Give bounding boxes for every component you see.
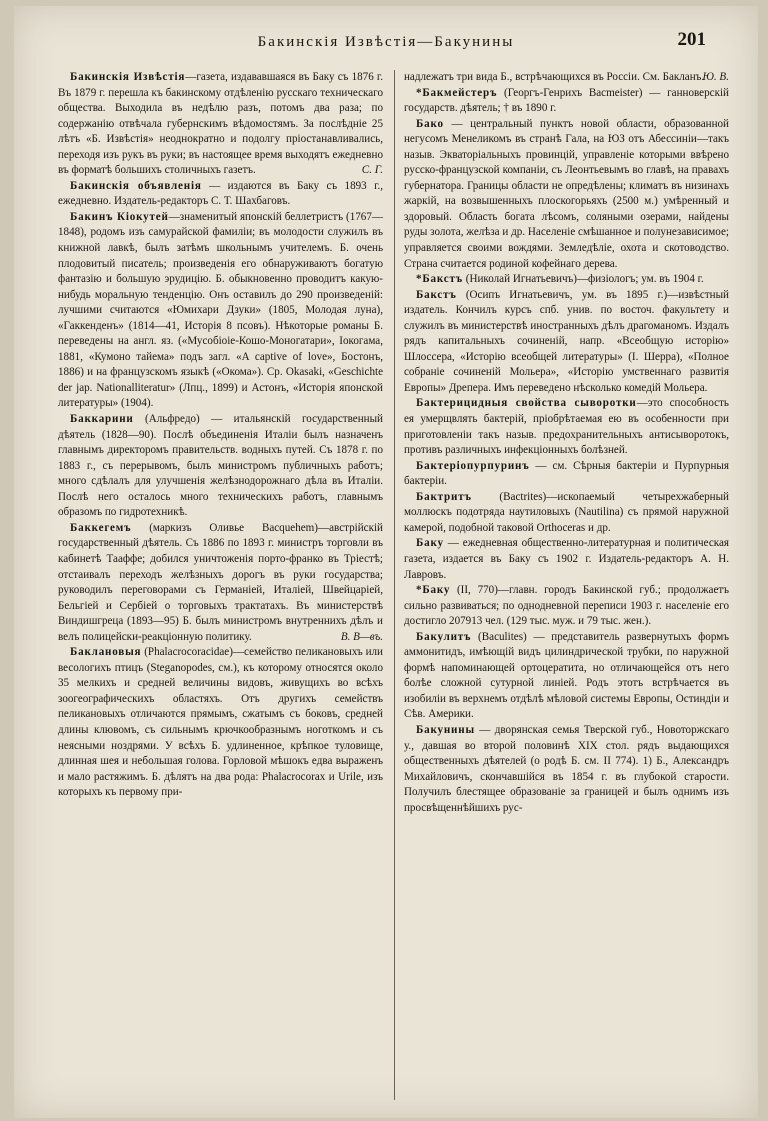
entry-text: (Baculites) — представитель развернутыхъ формъ аммонитидъ, имѣющій видъ цилиндрической трубки, по наружной формѣ напоминающей ортоцератита, но отличающейся отъ него болѣе сложной сутурной линіей. Родъ этотъ встрѣчается въ изобиліи въ верхнемъ отдѣлѣ мѣловой системы Европы, Остиндіи и Сѣв. Америки. <box>404 630 729 721</box>
entry-text: (Георгъ-Генрихъ Bacmeister) — ганноверскій государств. дѣятель; † въ 1890 г. <box>404 86 729 115</box>
running-head: Бакинскія Извѣстія—Бакунины <box>257 34 515 50</box>
author-signature: В. В—въ. <box>340 630 383 643</box>
entry-continuation <box>404 70 729 86</box>
entry-text: (Bactrites)—ископаемый четырехжаберный моллюскъ подотряда наутиловыхъ (Nautilina) съ прямой наружной камерой, подобной таковой Orthoceras и др. <box>404 490 729 534</box>
entry-text: надлежатъ три вида Б., встрѣчающихся въ Россіи. См. Бакланъ. <box>404 71 705 83</box>
entry-text: — центральный пунктъ новой области, образованной негусомъ Менеликомъ въ странѣ Гала, на ЮЗ отъ Абессиніи—такъ назыв. Экваторіальныхъ провинцій, управленіе которыми ввѣрено русско-французской компаніи, съ Леонтьевымъ во главѣ, на правахъ губернатора. Границы области не опредѣлены; климатъ въ низинахъ жаркій, на возвышенныхъ плоскогорьяхъ (2500 м.) умѣренный и здоровый. Область богата лѣсомъ, соляными озерами, найдены руды золота, желѣза и др. Населеніе смѣшанное и полунезависимое; управляется своими вождями. Земледѣліе, охота и скотоводство. Страна считается родиной кофейнаго дерева. <box>404 117 729 270</box>
entry-bakinskiya-izvestiya <box>58 70 383 179</box>
entry-baculites <box>404 630 729 723</box>
author-signature: Ю. В. <box>702 71 729 83</box>
headword: Баклановыя <box>70 646 142 659</box>
right-column <box>404 70 729 816</box>
headword: *Бакмейстеръ <box>416 86 498 99</box>
headword: Баккарини <box>70 413 134 426</box>
page-header <box>14 28 758 54</box>
entry-bakst-osip <box>404 288 729 397</box>
scanned-page <box>14 6 758 1118</box>
entry-text: (II, 770)—главн. городъ Бакинской губ.; продолжаетъ сильно развиваться; по однодневной переписи 1903 г. населеніе его достигло 207913 чел. (129 тыс. муж. и 79 тыс. жен.). <box>404 584 729 628</box>
entry-text: (Осипъ Игнатьевичъ, ум. въ 1895 г.)—извѣстный издатель. Кончилъ курсъ спб. унив. по восточ. факультету и служилъ въ министерствѣ иностранныхъ дѣлъ драгоманомъ. Издалъ рядъ капитальныхъ сочиненій, напр. «Всеобщую исторію» Шлоссера, «Исторію всеобщей литературы» (І. Шерра), «Полное собраніе сочиненій Мольера», «Исторію умственнаго развитія Европы» Дрепера. Имъ переведено нѣсколько комедій Мольера. <box>404 288 729 394</box>
entry-bactericidal-serum <box>404 396 729 458</box>
page-number: 201 <box>677 29 706 50</box>
entry-text: — ежедневная общественно-литературная и политическая газета, издается въ Баку съ 1902 г. Издатель-редакторъ А. Н. Лавровъ. <box>404 537 729 581</box>
headword: Бактеріопурпуринъ <box>416 459 530 472</box>
entry-bakin-kiokutei <box>58 210 383 412</box>
headword: Бакинскія объявленія <box>70 179 202 192</box>
headword: *Бакстъ <box>416 273 463 286</box>
entry-bacteriopurpurin <box>404 459 729 490</box>
entry-text: (Николай Игнатьевичъ)—физіологъ; ум. въ 1904 г. <box>463 273 704 286</box>
author-signature: С. Г. <box>361 164 383 177</box>
column-divider <box>394 70 395 1100</box>
entry-bako <box>404 117 729 272</box>
entry-text: (маркизъ Оливье Bacquehem)—австрійскій государственный дѣятель. Съ 1886 по 1893 г. министръ торговли въ кабинетѣ Тааффе; добился уничтоженія порто-франко въ Тріестѣ; отстаивалъ переходъ желѣзныхъ дорогъ въ руки государства; руководилъ переговорами съ Германіей, Италіей, Швейцаріей, Бельгіей и Сербіей о торговыхъ трактатахъ. Въ министерствѣ Виндишгреца (1893—95) Б. былъ министромъ внутреннихъ дѣлъ и велъ полицейски-реакціонную политику. <box>58 521 383 643</box>
headword: Бакстъ <box>416 288 457 301</box>
entry-backmeister <box>404 86 729 117</box>
entry-text: —газета, издававшаяся въ Баку съ 1876 г. Въ 1879 г. перешла къ бакинскому отдѣленію русскаго техническаго общества. Выходила въ недѣлю разъ, потомъ два раза; по содержанію отвѣчала губернскимъ вѣдомостямъ. За послѣдніе 25 лѣтъ «Б. Извѣстія» неоднократно и подолгу пріостанавливались, переходя изъ рукъ въ руки; въ настоящее время выходятъ ежедневно въ форматѣ большихъ столичныхъ газетъ. <box>58 71 383 177</box>
headword: Бактерицидныя свойства сыворотки <box>416 397 637 410</box>
headword: Бакинскія Извѣстія <box>70 71 186 83</box>
entry-bakunin-family <box>404 723 729 816</box>
left-column <box>58 70 383 801</box>
entry-text: — издаются въ Баку съ 1893 г., ежедневно. Издатель-редакторъ С. Т. Шахбаговъ. <box>58 179 383 208</box>
entry-bactrites <box>404 490 729 537</box>
entry-baklanovye <box>58 645 383 800</box>
entry-text: — см. Сѣрныя бактеріи и Пурпурныя бактеріи. <box>404 459 729 488</box>
headword: Баку <box>416 537 444 550</box>
headword: Баккегемъ <box>70 521 132 534</box>
entry-bacquehem <box>58 521 383 645</box>
entry-baccarini <box>58 412 383 521</box>
entry-bakinskiya-obyavleniya <box>58 179 383 210</box>
entry-baku-city <box>404 583 729 630</box>
headword: Бакунины <box>416 723 475 736</box>
headword: Бакинъ Кіокутей <box>70 210 169 223</box>
entry-text: (Альфредо) — итальянскій государственный дѣятель (1828—90). Послѣ объединенія Италіи былъ назначенъ главнымъ директоромъ правительств. водныхъ путей. Съ 1878 г. по 1883 г., съ перерывомъ, былъ министромъ публичныхъ работъ; много сдѣлалъ для улучшенія желѣзнодорожнаго дѣла въ Италіи. Послѣ него осталось много техническихъ работъ, главнымъ образомъ по гидротехникѣ. <box>58 413 383 519</box>
entry-text: (Phalacrocoracidae)—семейство пеликановыхъ или весологихъ птицъ (Steganopodes, см.), къ которому относятся около 35 мелкихъ и средней величины видовъ, живущихъ во всѣхъ зоогеографическихъ областяхъ. Отъ другихъ семействъ пеликановыхъ отличаются прямымъ, сжатымъ съ боковъ, средней длины клювомъ, съ сильнымъ крючкообразнымъ ноготкомъ и съ неясными ноздрями. У всѣхъ Б. удлиненное, крѣпкое туловище, длинная шея и небольшая голова. Горловой мѣшокъ едва выраженъ и мало растяжимъ. Б. дѣлятъ на два рода: Phalacrocorax и Urile, изъ которыхъ къ первому при- <box>58 646 383 799</box>
entry-bakst-nikolai <box>404 272 729 288</box>
entry-baku-newspaper <box>404 536 729 583</box>
headword: Бактритъ <box>416 490 472 503</box>
headword: Бакулитъ <box>416 630 472 643</box>
entry-text: —это способность ея умерщвлять бактерій, пріобрѣтаемая ею въ особенности при приготовленіи такъ назыв. предохранительныхъ антисыворотокъ, противъ различныхъ инфекціонныхъ болѣзней. <box>404 397 729 457</box>
headword: Бако <box>416 117 444 130</box>
entry-text: —знаменитый японскій беллетристъ (1767—1848), родомъ изъ самурайской фамиліи; въ молодости служилъ въ книжной лавкѣ, былъ затѣмъ школьнымъ учителемъ. Б. очень плодовитый писатель; произведенія его обнаруживаютъ богатую фантазію и большую эрудицію. Б. обыкновенно проводитъ какую-нибудь моральную тенденцію. Онъ оставилъ до 290 произведеній: лучшими считаются «Юмихари Дзуки» (1805, Молодая луна), «Гаккенденъ» (1814—41, Исторія 8 псовъ). Нѣкоторые романы Б. переведены на англ. яз. («Мусобіоіе-Кошо-Моногатари», Іокогама, 1881, «Кумоно тайема» подъ загл. «A captive of love», Бостонъ, 1886) и на французскомъ языкѣ («Окома»). Ср. Okasaki, «Geschichte der jap. Nationalliteratur» (Лпц., 1899) и Астонъ, «Исторія японской литературы» (1904). <box>58 210 383 410</box>
headword: *Баку <box>416 584 451 597</box>
entry-text: — дворянская семья Тверской губ., Новоторжскаго у., давшая во второй половинѣ XIX стол. рядъ выдающихся общественныхъ дѣятелей (о родѣ Б. см. II 774). 1) Б., Александръ Михайловичъ, скончавшійся въ 1854 г. въ глубокой старости. Получилъ блестящее образованіе за границей и былъ однимъ изъ просвѣщеннѣйшихъ рус- <box>404 723 729 814</box>
